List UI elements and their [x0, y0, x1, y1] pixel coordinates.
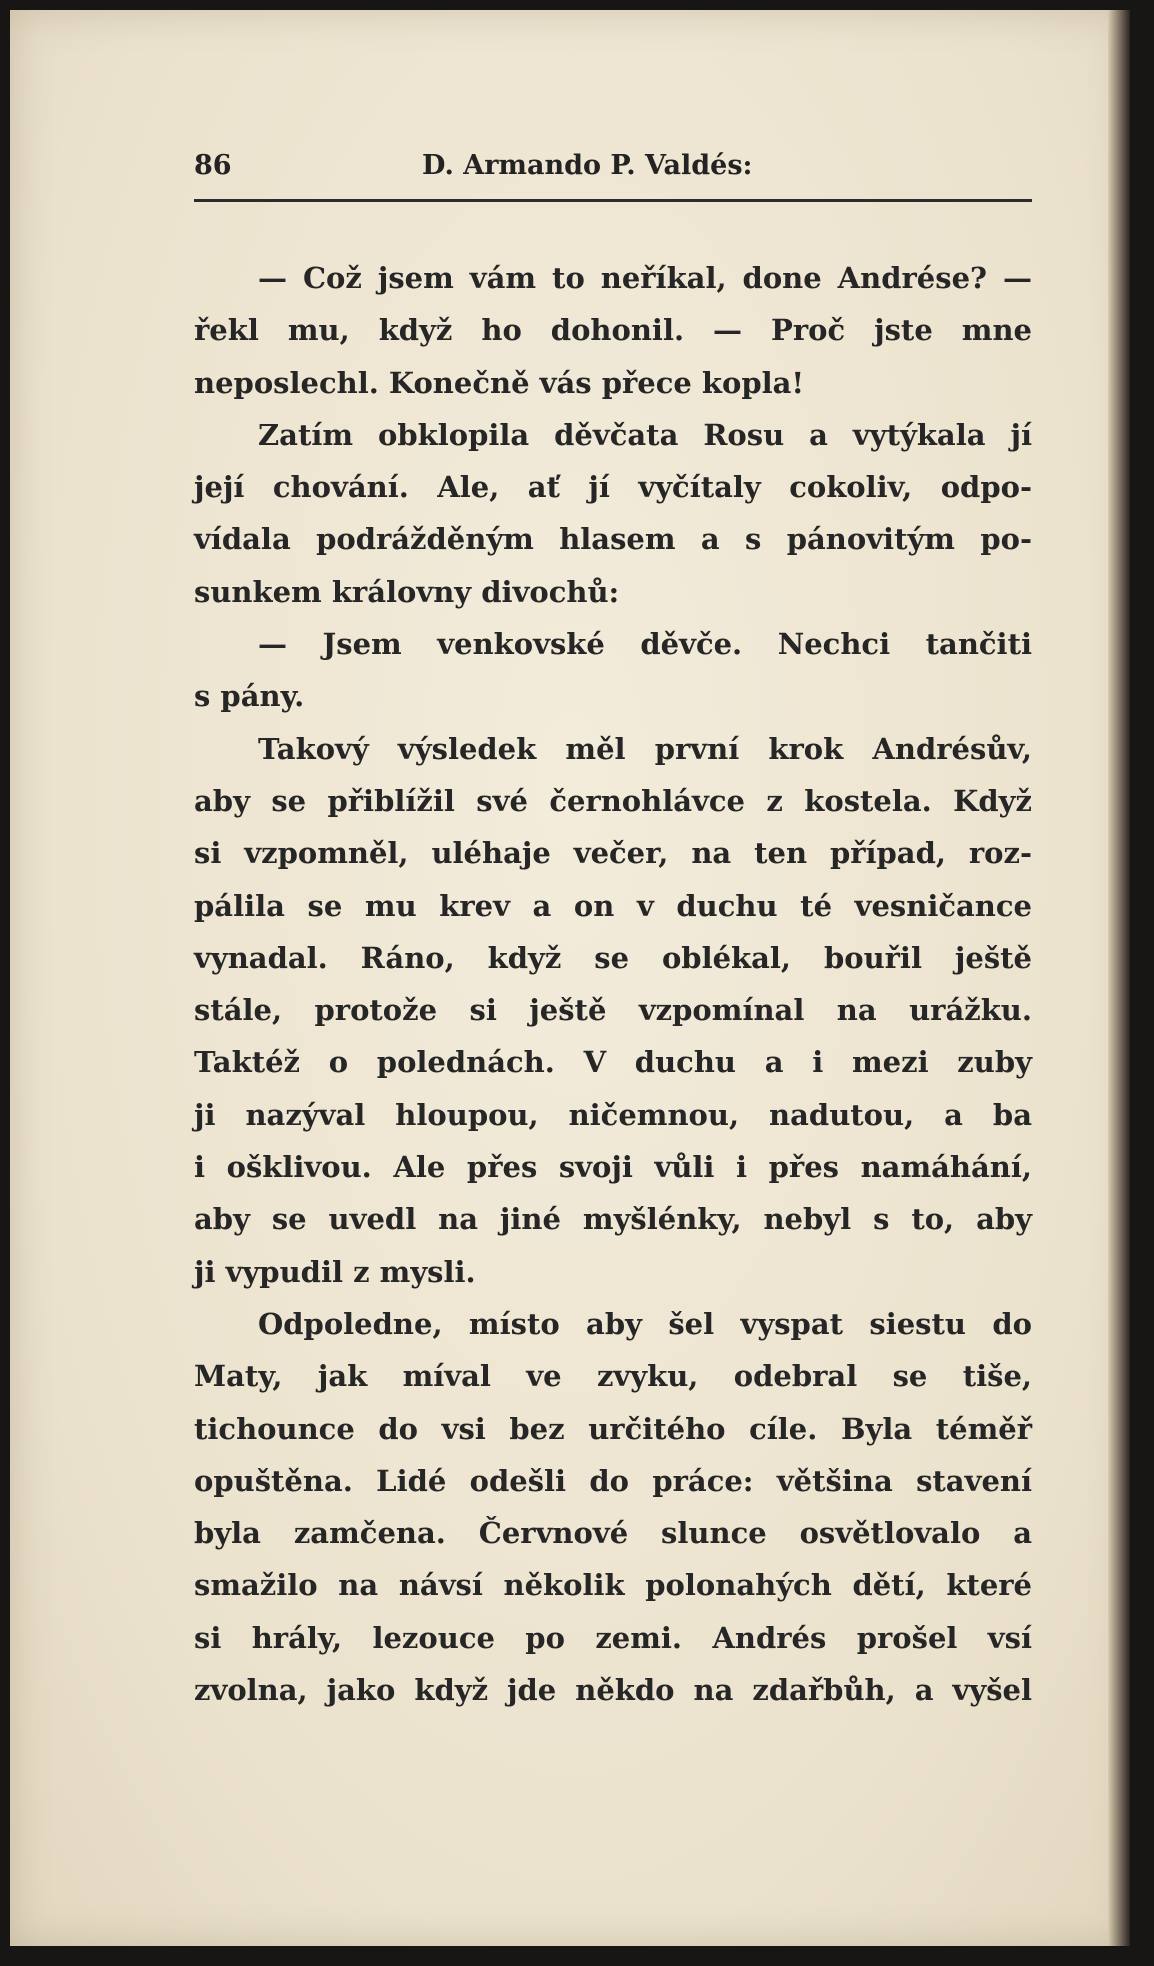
text-line: Taktéž o polednách. V duchu a i mezi zuby	[194, 1045, 1032, 1080]
text-line: Odpoledne, místo aby šel vyspat siestu do	[258, 1306, 1032, 1341]
book-spine-shadow	[1108, 10, 1130, 1946]
running-title: D. Armando P. Valdés:	[422, 150, 753, 181]
text-line: pálila se mu krev a on v duchu té vesničance	[194, 888, 1032, 923]
text-line: si vzpomněl, uléhaje večer, na ten případ, roz-	[194, 836, 1032, 871]
text-line: — Což jsem vám to neříkal, done Andrése? —	[258, 261, 1032, 295]
page-header	[194, 150, 1036, 190]
text-line: — Jsem venkovské děvče. Nechci tančiti	[258, 627, 1032, 662]
text-line: tichounce do vsi bez určitého cíle. Byla téměř	[194, 1411, 1032, 1446]
text-line: s pány.	[194, 679, 305, 714]
text-line: opuštěna. Lidé odešli do práce: většina stavení	[194, 1463, 1032, 1498]
text-line: Takový výsledek měl první krok Andrésův,	[258, 731, 1032, 766]
text-line: její chování. Ale, ať jí vyčítaly cokoliv, odpo-	[194, 470, 1032, 505]
text-line: smažilo na návsí několik polonahých dětí, které	[194, 1568, 1032, 1603]
page-number: 86	[194, 150, 232, 181]
header-rule	[194, 199, 1032, 202]
text-line: Maty, jak míval ve zvyku, odebral se tiše,	[194, 1359, 1032, 1394]
text-line: ji vypudil z mysli.	[194, 1254, 476, 1289]
text-line: řekl mu, když ho dohonil. — Proč jste mne	[194, 313, 1032, 348]
text-line: aby se přiblížil své černohlávce z kostela. Když	[194, 783, 1032, 818]
text-line: aby se uvedl na jiné myšlénky, nebyl s to, aby	[194, 1202, 1032, 1237]
text-line: sunkem královny divochů:	[194, 574, 620, 609]
text-line: zvolna, jako když jde někdo na zdařbůh, a vyšel	[194, 1673, 1032, 1708]
text-line: vídala podrážděným hlasem a s pánovitým po-	[194, 522, 1032, 557]
text-line: si hrály, lezouce po zemi. Andrés prošel vsí	[194, 1620, 1032, 1655]
text-line: i ošklivou. Ale přes svoji vůli i přes namáhání,	[194, 1150, 1032, 1185]
text-line: vynadal. Ráno, když se oblékal, bouřil ještě	[194, 940, 1032, 975]
text-line: neposlechl. Konečně vás přece kopla!	[194, 365, 805, 400]
text-line: ji nazýval hloupou, ničemnou, nadutou, a ba	[194, 1097, 1032, 1132]
text-line: Zatím obklopila děvčata Rosu a vytýkala jí	[258, 417, 1032, 452]
text-line: stále, protože si ještě vzpomínal na urážku.	[194, 993, 1032, 1028]
body-text	[194, 252, 1032, 1716]
text-line: byla zamčena. Červnové slunce osvětlovalo a	[194, 1516, 1032, 1551]
